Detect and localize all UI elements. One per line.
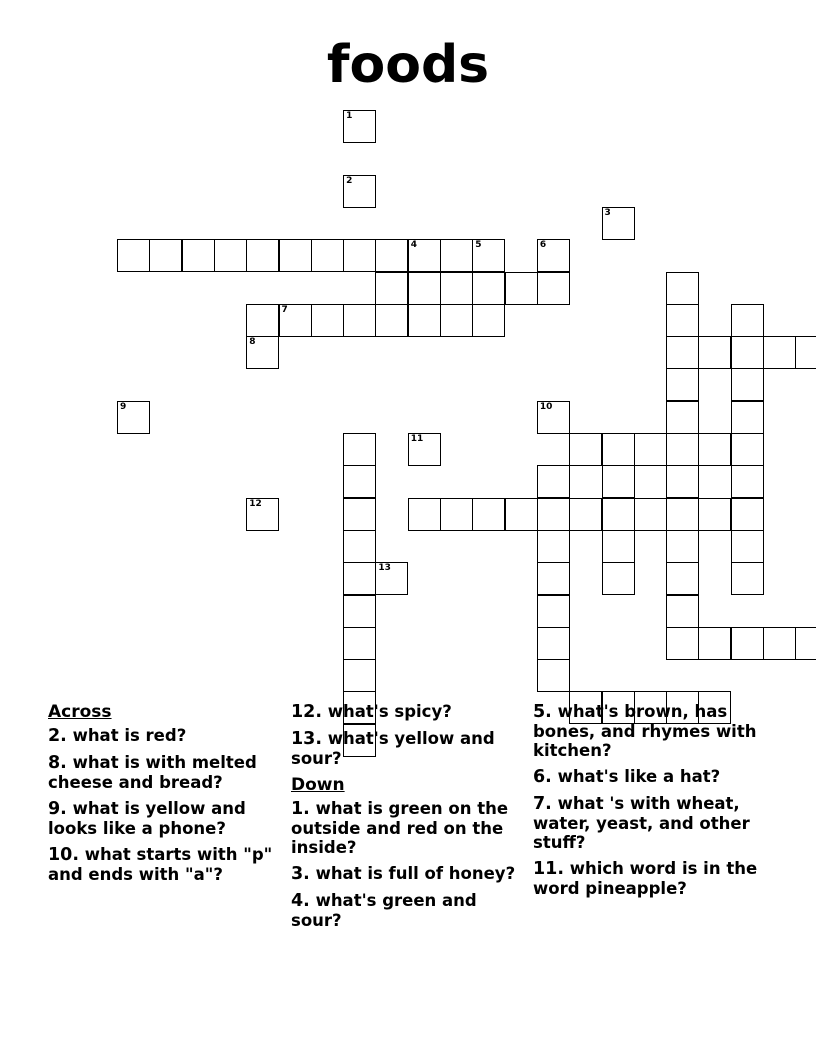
down-clue-11: 11. which word is in the word pineapple? [533,859,758,898]
grid-cell[interactable] [472,272,505,305]
grid-cell[interactable] [440,304,473,337]
grid-cell[interactable] [472,304,505,337]
grid-cell[interactable] [537,465,570,498]
grid-cell[interactable] [634,433,667,466]
grid-cell[interactable] [698,627,731,660]
grid-cell[interactable] [537,530,570,563]
grid-cell[interactable] [408,272,441,305]
grid-cell[interactable] [569,498,602,531]
grid-cell[interactable] [246,336,279,369]
grid-cell[interactable] [343,498,376,531]
grid-cell[interactable] [343,465,376,498]
across-clue-12: 12. what's spicy? [291,702,452,722]
grid-cell[interactable] [505,272,538,305]
across-clue-13: 13. what's yellow and sour? [291,729,495,768]
cell-number: 9 [120,401,127,412]
grid-cell[interactable] [408,304,441,337]
grid-cell[interactable] [375,272,408,305]
grid-cell[interactable] [537,239,570,272]
grid-cell[interactable] [537,562,570,595]
grid-cell[interactable] [117,239,150,272]
grid-cell[interactable] [666,465,699,498]
grid-cell[interactable] [666,498,699,531]
grid-cell[interactable] [795,627,816,660]
grid-cell[interactable] [343,304,376,337]
grid-cell[interactable] [731,304,764,337]
cell-number: 3 [604,207,611,218]
grid-cell[interactable] [440,239,473,272]
down-clue-7: 7. what 's with wheat, water, yeast, and other stuff? [533,794,750,852]
grid-cell[interactable] [763,627,796,660]
grid-cell[interactable] [731,465,764,498]
grid-cell[interactable] [408,498,441,531]
grid-cell[interactable] [666,401,699,434]
grid-cell[interactable] [731,368,764,401]
across-clue-10: 10. what starts with "p" and ends with "a"? [48,845,273,884]
grid-cell[interactable] [537,595,570,628]
grid-cell[interactable] [666,368,699,401]
cell-number: 10 [539,401,553,412]
grid-cell[interactable] [666,530,699,563]
grid-cell[interactable] [602,433,635,466]
grid-cell[interactable] [731,433,764,466]
grid-cell[interactable] [214,239,247,272]
clues-column-2 [291,702,523,937]
grid-cell[interactable] [311,304,344,337]
grid-cell[interactable] [343,659,376,692]
grid-cell[interactable] [731,562,764,595]
grid-cell[interactable] [698,336,731,369]
grid-cell[interactable] [343,562,376,595]
grid-cell[interactable] [343,110,376,143]
cell-number: 1 [346,111,353,121]
grid-cell[interactable] [602,207,635,240]
cell-number: 5 [475,240,482,251]
grid-cell[interactable] [117,401,150,434]
down-clue-1: 1. what is green on the outside and red on the inside? [291,799,509,857]
grid-cell[interactable] [537,498,570,531]
grid-cell[interactable] [569,433,602,466]
grid-cell[interactable] [634,498,667,531]
cell-number: 7 [281,304,288,315]
grid-cell[interactable] [440,272,473,305]
grid-cell[interactable] [666,272,699,305]
grid-cell[interactable] [698,498,731,531]
down-clue-6: 6. what's like a hat? [533,767,721,787]
grid-cell[interactable] [795,336,816,369]
grid-cell[interactable] [602,465,635,498]
grid-cell[interactable] [343,595,376,628]
grid-cell[interactable] [343,530,376,563]
cell-number: 4 [410,240,417,251]
grid-cell[interactable] [666,595,699,628]
clues-column-1 [48,702,280,891]
grid-cell[interactable] [666,562,699,595]
clues-column-3 [533,702,765,905]
grid-cell[interactable] [375,239,408,272]
cell-number: 13 [378,563,391,574]
grid-cell[interactable] [343,627,376,660]
grid-cell[interactable] [375,562,408,595]
grid-cell[interactable] [408,433,441,466]
grid-cell[interactable] [246,498,279,531]
grid-cell[interactable] [440,498,473,531]
grid-cell[interactable] [182,239,215,272]
grid-cell[interactable] [666,433,699,466]
grid-cell[interactable] [602,530,635,563]
grid-cell[interactable] [666,304,699,337]
down-heading: Down [291,775,345,795]
grid-cell[interactable] [731,530,764,563]
grid-cell[interactable] [505,498,538,531]
across-clue-9: 9. what is yellow and looks like a phone? [48,799,246,838]
grid-cell[interactable] [698,433,731,466]
grid-cell[interactable] [602,562,635,595]
grid-cell[interactable] [731,498,764,531]
grid-cell[interactable] [731,401,764,434]
across-heading: Across [48,702,112,722]
grid-cell[interactable] [408,239,441,272]
grid-cell[interactable] [537,272,570,305]
grid-cell[interactable] [537,659,570,692]
cell-number: 6 [539,240,547,251]
cell-number: 11 [410,434,424,444]
down-clue-5: 5. what's brown, has bones, and rhymes with kitchen? [533,702,757,760]
across-clue-8: 8. what is with melted cheese and bread? [48,753,257,792]
down-clue-3: 3. what is full of honey? [291,864,516,884]
grid-cell[interactable] [731,627,764,660]
grid-cell[interactable] [731,336,764,369]
grid-cell[interactable] [375,304,408,337]
grid-cell[interactable] [149,239,182,272]
grid-cell[interactable] [246,239,279,272]
grid-cell[interactable] [602,498,635,531]
grid-cell[interactable] [537,627,570,660]
grid-cell[interactable] [472,239,505,272]
grid-cell[interactable] [279,304,312,337]
grid-cell[interactable] [763,336,796,369]
grid-cell[interactable] [246,304,279,337]
grid-cell[interactable] [343,175,376,208]
cell-number: 8 [249,337,256,348]
grid-cell[interactable] [666,336,699,369]
grid-cell[interactable] [279,239,312,272]
puzzle-title: foods [326,35,490,95]
cell-number: 2 [346,175,353,186]
across-clue-2: 2. what is red? [48,726,187,746]
grid-cell[interactable] [537,401,570,434]
cell-number: 12 [249,498,262,509]
grid-cell[interactable] [311,239,344,272]
down-clue-4: 4. what's green and sour? [291,891,477,930]
grid-cell[interactable] [666,627,699,660]
grid-cell[interactable] [343,433,376,466]
grid-cell[interactable] [343,239,376,272]
grid-cell[interactable] [472,498,505,531]
